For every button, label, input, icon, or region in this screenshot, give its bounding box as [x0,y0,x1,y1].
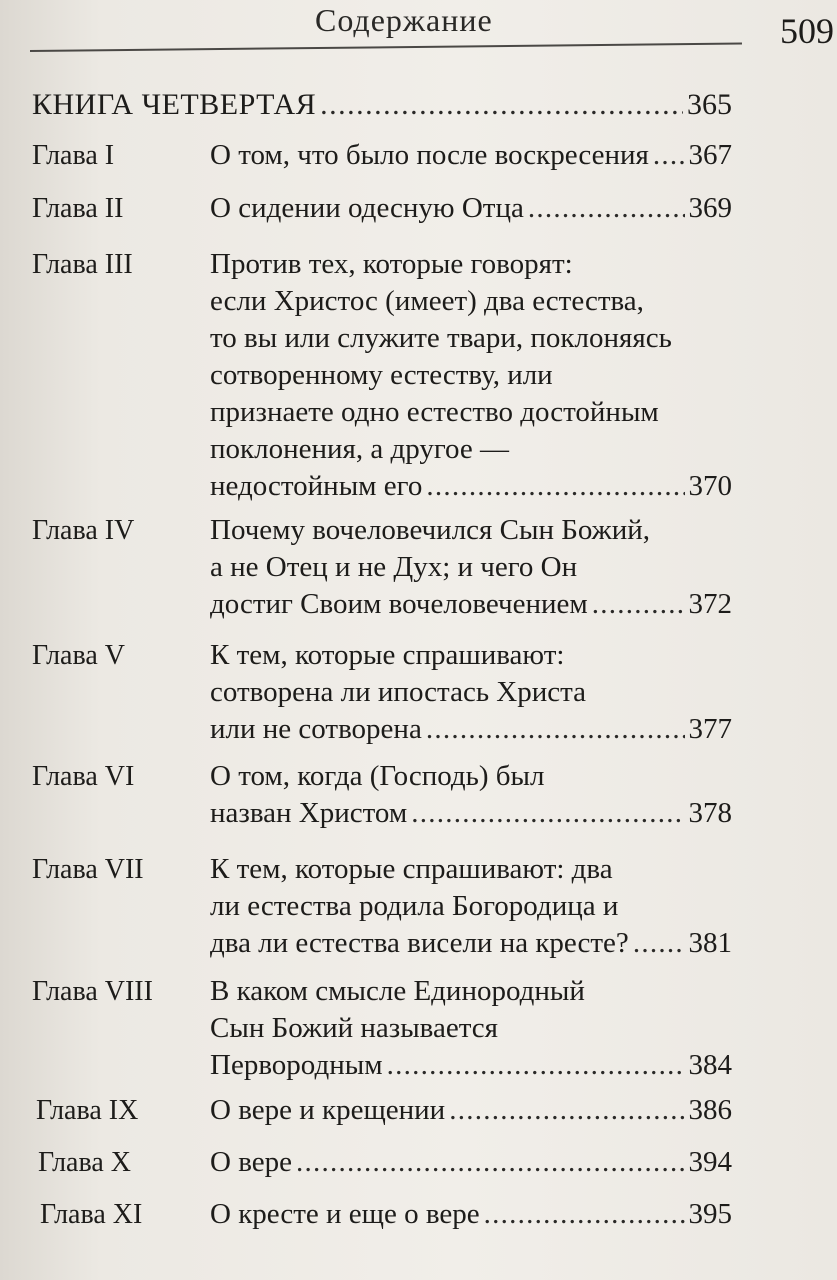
chapter-title-line: поклонения, а другое — [210,433,509,465]
chapter-title-line: а не Отец и не Дух; и чего Он [210,551,578,583]
chapter-title-last-line [210,1196,732,1233]
chapter-page-number: 370 [688,470,732,502]
chapter-label: Глава VIII [32,976,153,1007]
dot-leader [633,925,685,962]
book-entry [32,88,732,122]
chapter-title-last-line [210,1047,732,1084]
dot-leader [411,795,684,832]
chapter-title-line: ли естества родила Богородица и [210,890,619,922]
chapter-page-number: 384 [688,1049,732,1081]
chapter-label: Глава IX [36,1095,139,1126]
dot-leader [449,1092,684,1129]
running-head [30,0,834,60]
chapter-title [210,758,732,832]
running-title: Содержание [315,2,493,38]
chapter-title-text: Первородным [210,1049,383,1081]
chapter-title-last-line [210,137,732,174]
chapter-title [210,190,732,227]
chapter-title-line: Сын Божий называется [210,1012,498,1044]
chapter-title-line: если Христос (имеет) два естества, [210,285,644,317]
chapter-label: Глава III [32,249,133,280]
chapter-page-number: 369 [688,192,732,224]
book-page-number: 365 [687,88,732,121]
chapter-title-last-line [210,1092,732,1129]
chapter-title-line: В каком смысле Единородный [210,975,585,1007]
chapter-title-last-line [210,190,732,227]
chapter-title-text: О вере [210,1146,292,1178]
chapter-title-text: О сидении одесную Отца [210,192,524,224]
dot-leader [426,468,684,505]
chapter-title-text: О том, что было после воскресения [210,139,649,171]
dot-leader [528,190,685,227]
chapter-label: Глава IV [32,515,135,546]
dot-leader [320,88,683,122]
chapter-page-number: 377 [688,713,732,745]
chapter-page-number: 395 [688,1198,732,1230]
chapter-page-number: 394 [688,1146,732,1178]
chapter-label: Глава II [32,193,124,224]
chapter-title-line: Против тех, которые говорят: [210,248,573,280]
chapter-title-last-line [210,711,732,748]
chapter-title-line: признаете одно естество достойным [210,396,659,428]
chapter-page-number: 386 [688,1094,732,1126]
chapter-title [210,973,732,1084]
chapter-title [210,137,732,174]
chapter-page-number: 367 [688,139,732,171]
chapter-page-number: 381 [688,927,732,959]
chapter-title-line: Почему вочеловечился Сын Божий, [210,514,650,546]
chapter-label: Глава VII [32,854,144,885]
chapter-title-last-line [210,468,732,505]
dot-leader [296,1144,685,1181]
chapter-title-text: достиг Своим вочеловечением [210,588,588,620]
chapter-title [210,637,732,748]
chapter-title [210,1092,732,1129]
dot-leader [653,137,685,174]
chapter-title-line: К тем, которые спрашивают: [210,639,565,671]
dot-leader [387,1047,685,1084]
chapter-title-text: назван Христом [210,797,408,829]
chapter-title-text: недостойным его [210,470,423,502]
chapter-label: Глава V [32,640,125,671]
chapter-title [210,1144,732,1181]
dot-leader [426,711,685,748]
chapter-title-last-line [210,586,732,623]
chapter-label: Глава VI [32,761,135,792]
chapter-title-line: О том, когда (Господь) был [210,760,545,792]
chapter-title-text: или не сотворена [210,713,422,745]
chapter-title-text: два ли естества висели на кресте? [210,927,629,959]
chapter-page-number: 378 [688,797,732,829]
chapter-label: Глава I [32,140,115,171]
chapter-title-line: К тем, которые спрашивают: два [210,853,613,885]
chapter-title [210,246,732,505]
chapter-label: Глава X [38,1147,131,1178]
chapter-title-text: О вере и крещении [210,1094,446,1126]
chapter-title-last-line [210,1144,732,1181]
chapter-title-line: то вы или служите твари, поклоняясь [210,322,672,354]
chapter-title-line: сотворенному естеству, или [210,359,553,391]
page-number: 509 [780,11,834,51]
chapter-page-number: 372 [688,588,732,620]
chapter-title [210,1196,732,1233]
chapter-title-line: сотворена ли ипостась Христа [210,676,587,708]
chapter-title [210,512,732,623]
dot-leader [484,1196,685,1233]
chapter-title [210,851,732,962]
chapter-label: Глава XI [40,1199,143,1230]
book-title: КНИГА ЧЕТВЕРТАЯ [32,88,317,121]
chapter-title-text: О кресте и еще о вере [210,1198,480,1230]
dot-leader [592,586,685,623]
chapter-title-last-line [210,925,732,962]
chapter-title-last-line [210,795,732,832]
